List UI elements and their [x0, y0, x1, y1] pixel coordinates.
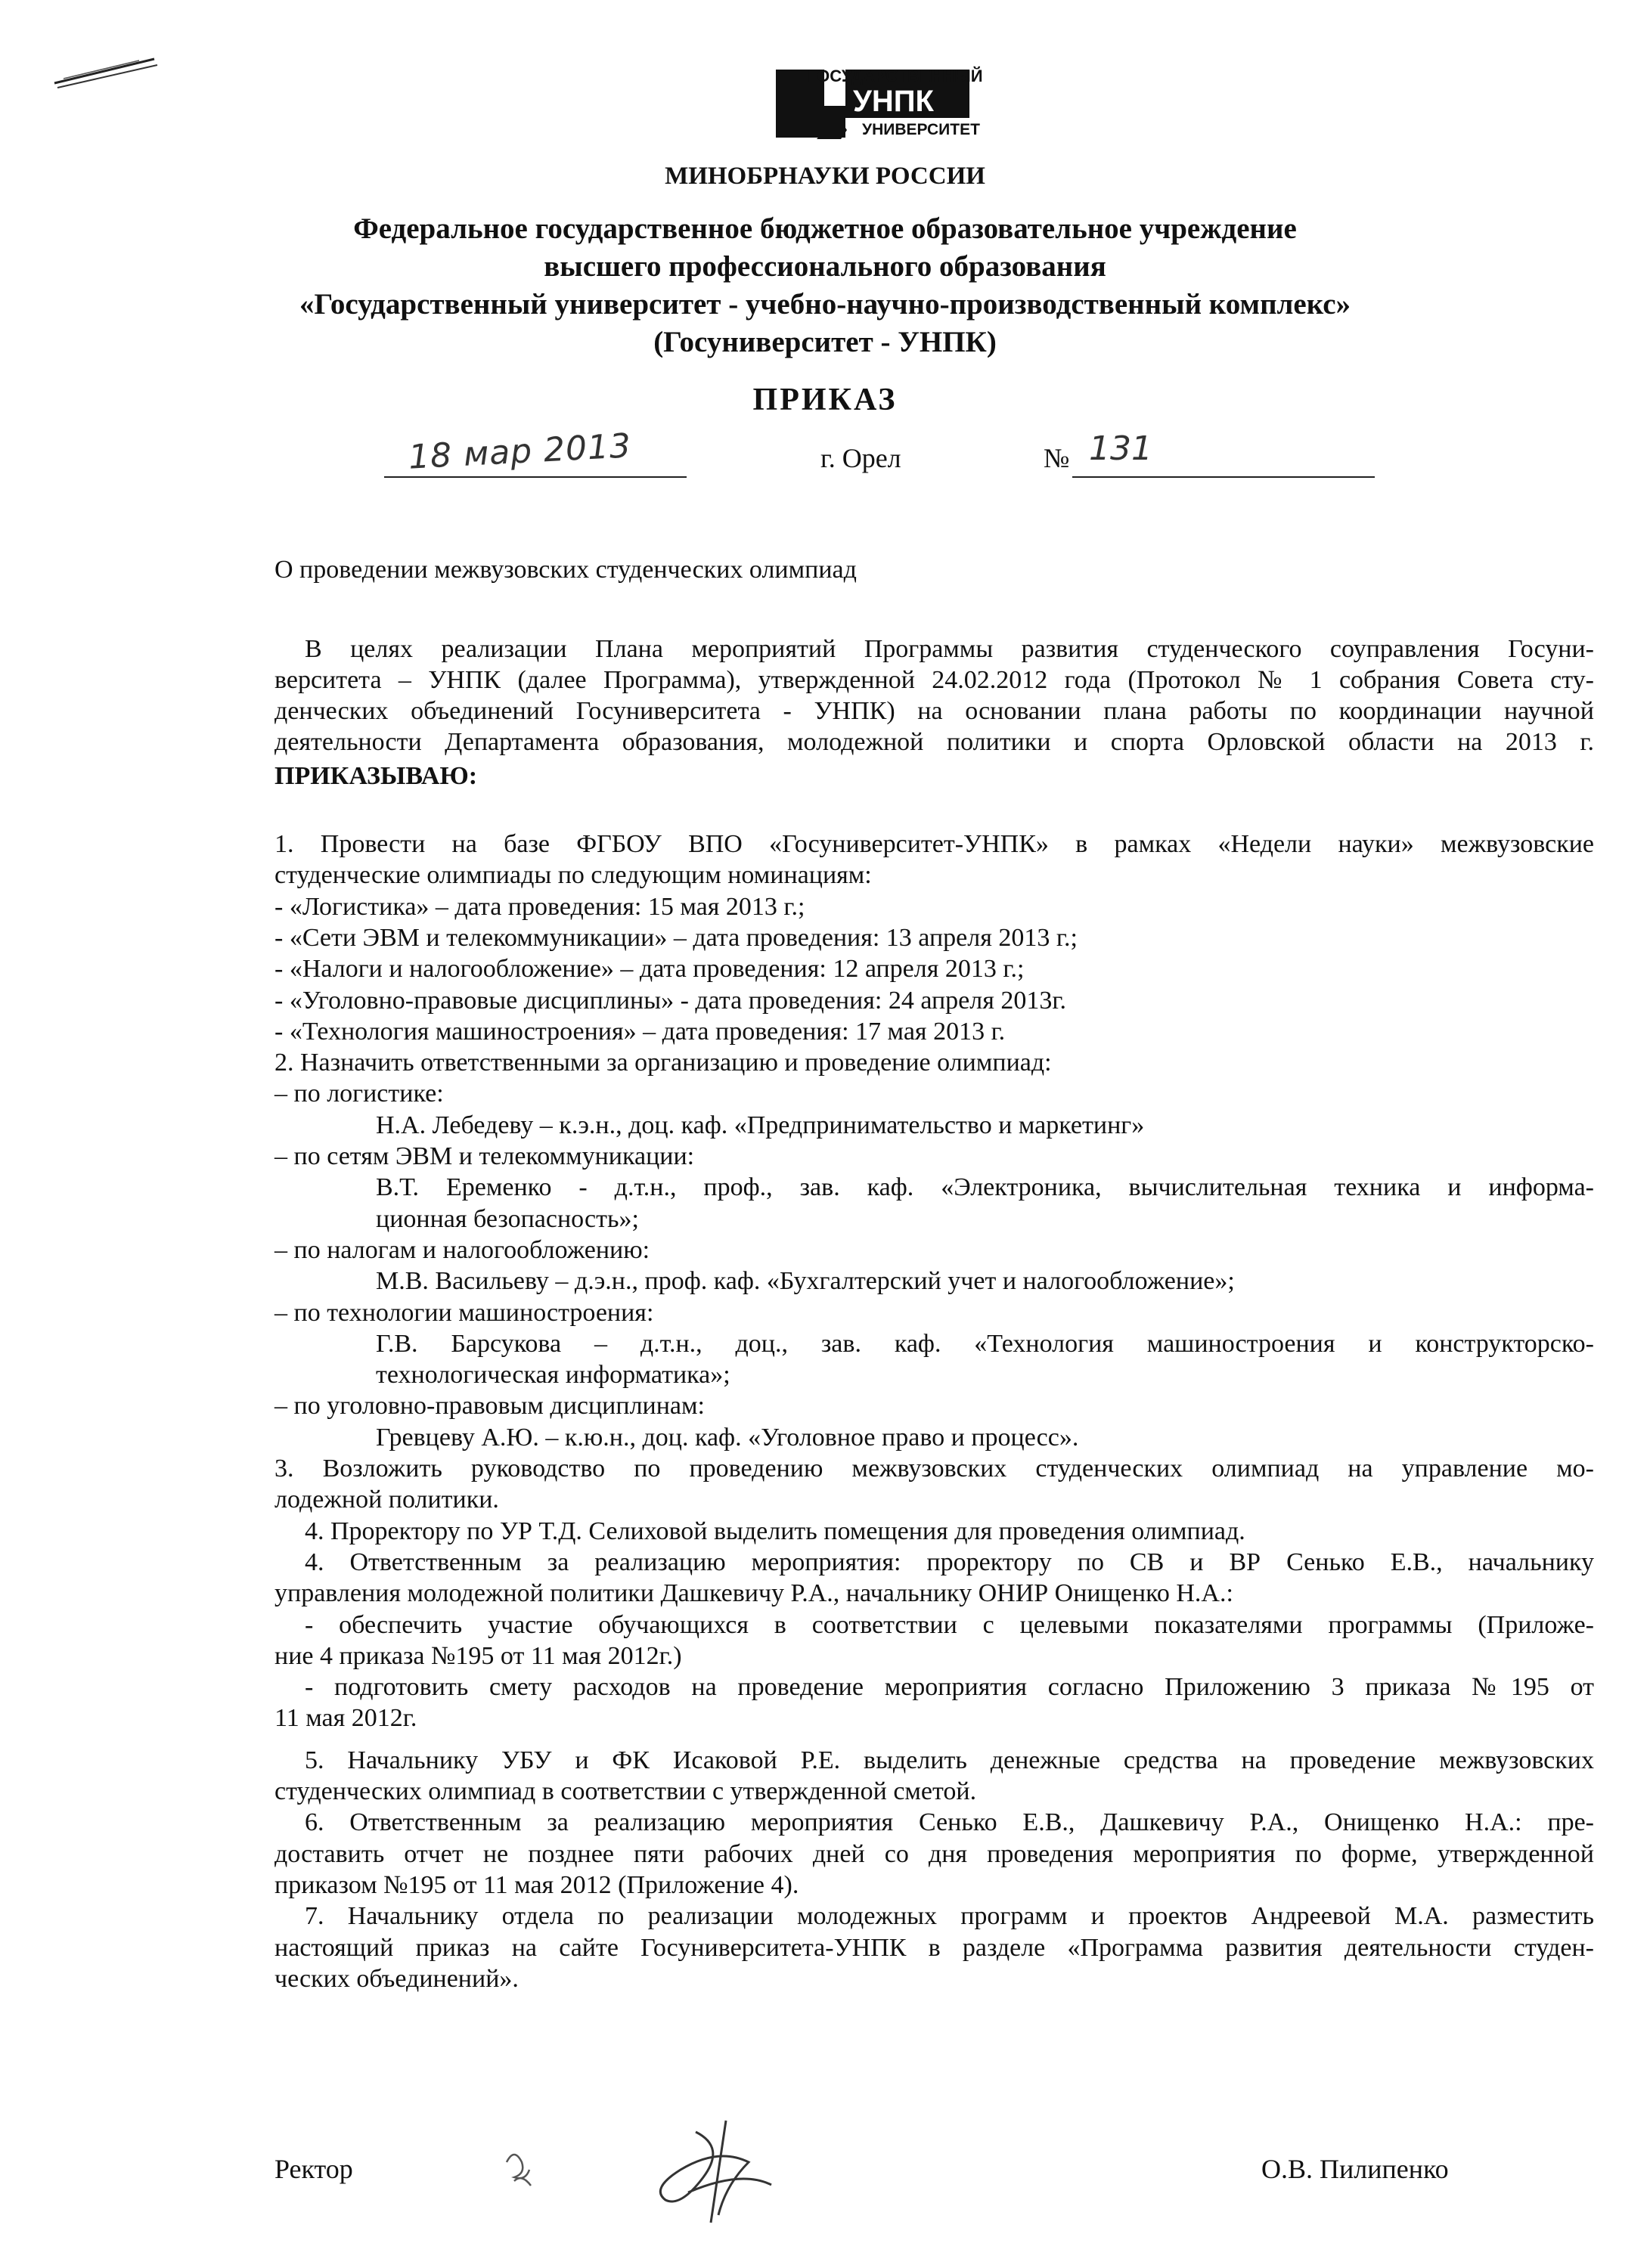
- order-text-line: ческих объединений».: [274, 1964, 519, 1993]
- order-text-line: - подготовить смету расходов на проведение мероприятия согласно Приложению 3 приказа №195 от: [305, 1673, 1594, 1702]
- order-text-line: - «Технология машиностроения» – дата проведения: 17 мая 2013 г.: [274, 1017, 1006, 1046]
- logo-text-bottom: УНИВЕРСИТЕТ: [862, 121, 980, 138]
- order-text-line: 3. Возложить руководство по проведению межвузовских студенческих олимпиад на управление мо-: [274, 1455, 1594, 1483]
- order-text-line: - «Логистика» – дата проведения: 15 мая 2013 г.;: [274, 892, 805, 921]
- order-text-line: 5. Начальнику УБУ и ФК Исаковой Р.Е. выделить денежные средства на проведение межвузовских: [305, 1746, 1594, 1774]
- order-text-line: настоящий приказ на сайте Госуниверситета-УНПК в разделе «Программа развития деятельности студен-: [274, 1933, 1594, 1962]
- university-logo: [771, 62, 983, 149]
- preamble-line: верситета – УНПК (далее Программа), утвержденной 24.02.2012 года (Протокол № 1 собрания Совета сту-: [274, 666, 1594, 694]
- order-text-line: доставить отчет не позднее пяти рабочих дней со дня проведения мероприятия по форме, утвержденной: [274, 1839, 1594, 1868]
- order-text-line: 11 мая 2012г.: [274, 1704, 417, 1733]
- logo-text-top: ГОСУДАРСТВЕННЫЙ: [808, 67, 983, 85]
- logo-text-main: УНПК: [853, 85, 934, 118]
- signatory-name: О.В. Пилипенко: [1261, 2154, 1449, 2184]
- order-text-line: – по сетям ЭВМ и телекоммуникации:: [274, 1142, 695, 1170]
- order-text-line: Г.В. Барсукова – д.т.н., доц., зав. каф. «Технология машиностроения и конструкторско-: [376, 1329, 1594, 1358]
- city-label: г. Орел: [820, 443, 901, 473]
- order-text-line: – по налогам и налогообложению:: [274, 1235, 650, 1264]
- order-text-line: студенческие олимпиады по следующим номинациям:: [274, 861, 872, 890]
- order-text-line: Н.А. Лебедеву – к.э.н., доц. каф. «Предпринимательство и маркетинг»: [376, 1111, 1145, 1139]
- preamble-line: денческих объединений Госуниверситета - УНПК) на основании плана работы по координации научной: [274, 697, 1594, 725]
- order-text-line: 4. Проректору по УР Т.Д. Селиховой выделить помещения для проведения олимпиад.: [305, 1517, 1245, 1545]
- organization-line: высшего профессионального образования: [544, 250, 1106, 283]
- order-text-line: Гревцеву А.Ю. – к.ю.н., доц. каф. «Уголовное право и процесс».: [376, 1423, 1079, 1452]
- order-text-line: ционная безопасность»;: [376, 1204, 639, 1233]
- order-text-line: - «Налоги и налогообложение» – дата проведения: 12 апреля 2013 г.;: [274, 955, 1025, 984]
- order-text-line: - «Уголовно-правовые дисциплины» - дата проведения: 24 апреля 2013г.: [274, 986, 1066, 1015]
- order-text-line: приказом №195 от 11 мая 2012 (Приложение 4).: [274, 1870, 799, 1899]
- order-subject: О проведении межвузовских студенческих олимпиад: [274, 556, 857, 584]
- order-text-line: ние 4 приказа №195 от 11 мая 2012г.): [274, 1641, 682, 1670]
- organization-line: (Госуниверситет - УНПК): [653, 326, 997, 358]
- handwritten-date: 18 мар 2013: [407, 426, 633, 477]
- order-text-line: 6. Ответственным за реализацию мероприятия Сенько Е.В., Дашкевичу Р.А., Онищенко Н.А.: пре-: [305, 1808, 1594, 1837]
- order-text-line: - обеспечить участие обучающихся в соответствии с целевыми показателями программы (Приложе-: [305, 1610, 1594, 1639]
- order-text-line: – по технологии машиностроения:: [274, 1298, 654, 1327]
- order-text-line: М.В. Васильеву – д.э.н., проф. каф. «Бухгалтерский учет и налогообложение»;: [376, 1267, 1235, 1296]
- ministry-heading: МИНОБРНАУКИ РОССИИ: [665, 163, 985, 190]
- organization-line: «Государственный университет - учебно-научно-производственный комплекс»: [299, 288, 1351, 321]
- preamble-line: В целях реализации Плана мероприятий Программы развития студенческого соуправления Госуни-: [305, 635, 1594, 663]
- preamble-line: деятельности Департамента образования, молодежной политики и спорта Орловской области на 2013 г.: [274, 728, 1594, 756]
- handwritten-order-number: 131: [1089, 429, 1152, 468]
- signatory-title: Ректор: [274, 2154, 353, 2184]
- order-text-line: – по уголовно-правовым дисциплинам:: [274, 1392, 705, 1421]
- order-word: ПРИКАЗЫВАЮ:: [274, 762, 478, 790]
- order-text-line: студенческих олимпиад в соответствии с утвержденной сметой.: [274, 1777, 977, 1805]
- organization-heading: [0, 210, 1650, 361]
- order-text-line: В.Т. Еременко - д.т.н., проф., зав. каф. «Электроника, вычислительная техника и информа-: [376, 1173, 1594, 1202]
- order-text-line: 2. Назначить ответственными за организацию и проведение олимпиад:: [274, 1049, 1052, 1077]
- order-text-line: - «Сети ЭВМ и телекоммуникации» – дата проведения: 13 апреля 2013 г.;: [274, 923, 1078, 952]
- scan-artifact-mark: [48, 45, 162, 91]
- order-text-line: 4. Ответственным за реализацию мероприятия: проректору по СВ и ВР Сенько Е.В., начальнику: [305, 1548, 1594, 1576]
- handwritten-signature: [499, 2117, 832, 2230]
- document-type-heading: ПРИКАЗ: [752, 383, 898, 417]
- order-number-label: №: [1044, 443, 1070, 473]
- order-text-line: – по логистике:: [274, 1080, 444, 1108]
- order-text-line: 7. Начальнику отдела по реализации молодежных программ и проектов Андреевой М.А. разместить: [305, 1902, 1594, 1931]
- order-text-line: лодежной политики.: [274, 1486, 499, 1514]
- order-text-line: 1. Провести на базе ФГБОУ ВПО «Госуниверситет-УНПК» в рамках «Недели науки» межвузовские: [274, 830, 1594, 858]
- order-text-line: управления молодежной политики Дашкевичу Р.А., начальнику ОНИР Онищенко Н.А.:: [274, 1579, 1233, 1608]
- order-text-line: технологическая информатика»;: [376, 1361, 730, 1390]
- organization-line: Федеральное государственное бюджетное образовательное учреждение: [353, 212, 1297, 245]
